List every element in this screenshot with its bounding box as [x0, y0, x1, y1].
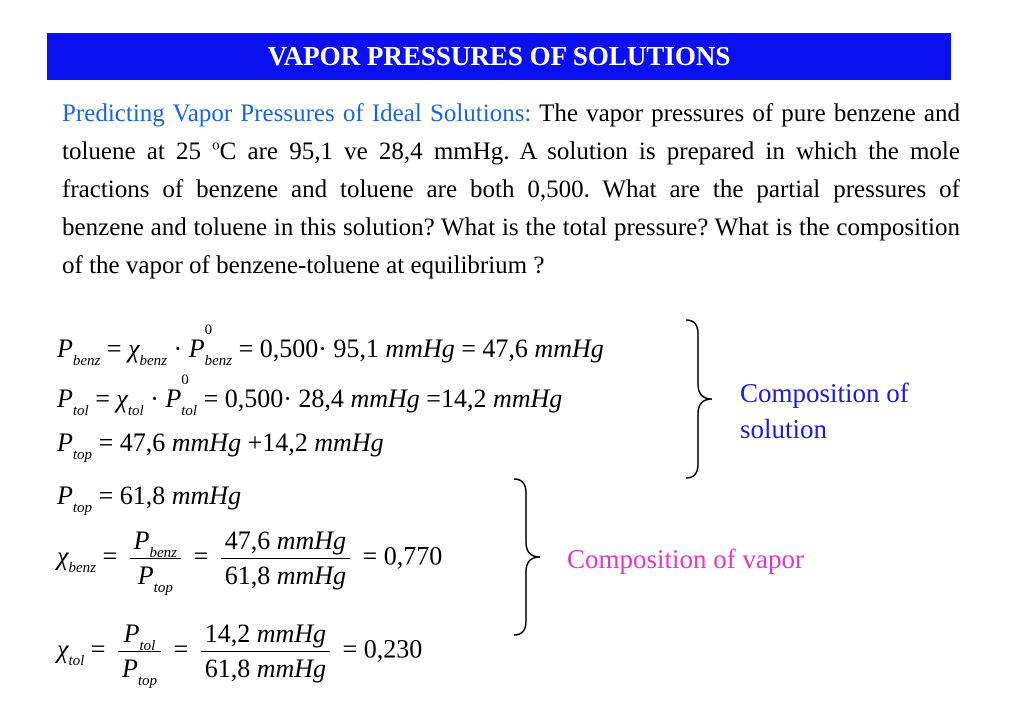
equation-total-result: $P_{top} = 61,8$ mmHg	[57, 481, 242, 516]
brace-vapor-icon	[508, 477, 548, 637]
slide-title: VAPOR PRESSURES OF SOLUTIONS	[47, 33, 951, 80]
problem-statement	[62, 95, 960, 285]
equation-toluene-vapor-fraction: $\chi_{tol}$ = $\frac{P_{tol}}{P_{top}}$ = $\frac{\text{14,2 mmHg}}{\text{61,8 mmHg}}$ = 0,230	[57, 619, 423, 689]
brace-solution-icon	[680, 318, 720, 480]
problem-text-a: The vapor pressures of pure benzene and toluene at 25	[62, 100, 960, 165]
degree-symbol: o	[212, 137, 220, 154]
composition-of-vapor-label: Composition of vapor	[567, 544, 804, 574]
equation-benzene-vapor-fraction: $\chi_{benz}$ = $\frac{P_{benz}}{P_{top}}$ = $\frac{\text{47,6 mmHg}}{\text{61,8 mmHg}}$ = 0,770	[57, 526, 443, 596]
equation-benzene-partial: $P_{benz} = \chi_{benz} \cdot P$ 0 $_{benz}$ = 0,500· 95,1 mmHg = 47,6 mmHg	[57, 322, 604, 369]
equation-total-sum: $P_{top} = 47,6$ mmHg +14,2 mmHg	[57, 428, 384, 463]
problem-text-b: C are 95,1 ve 28,4 mmHg. A solution is prepared in which the mole fractions of benzene and toluene are both 0,500. What are the partial pressures of benzene and toluene in this solution? What is the total pressure? What is the composition of the vapor of benzene-toluene at equilibrium ?	[62, 138, 960, 279]
equation-toluene-partial: $P_{tol} = \chi_{tol} \cdot P$ 0 $_{tol}$ = 0,500· 28,4 mmHg =14,2 mmHg	[57, 372, 563, 419]
lead-text: Predicting Vapor Pressures of Ideal Solutions:	[62, 100, 532, 127]
composition-of-solution-label: Composition of solution	[740, 378, 909, 444]
